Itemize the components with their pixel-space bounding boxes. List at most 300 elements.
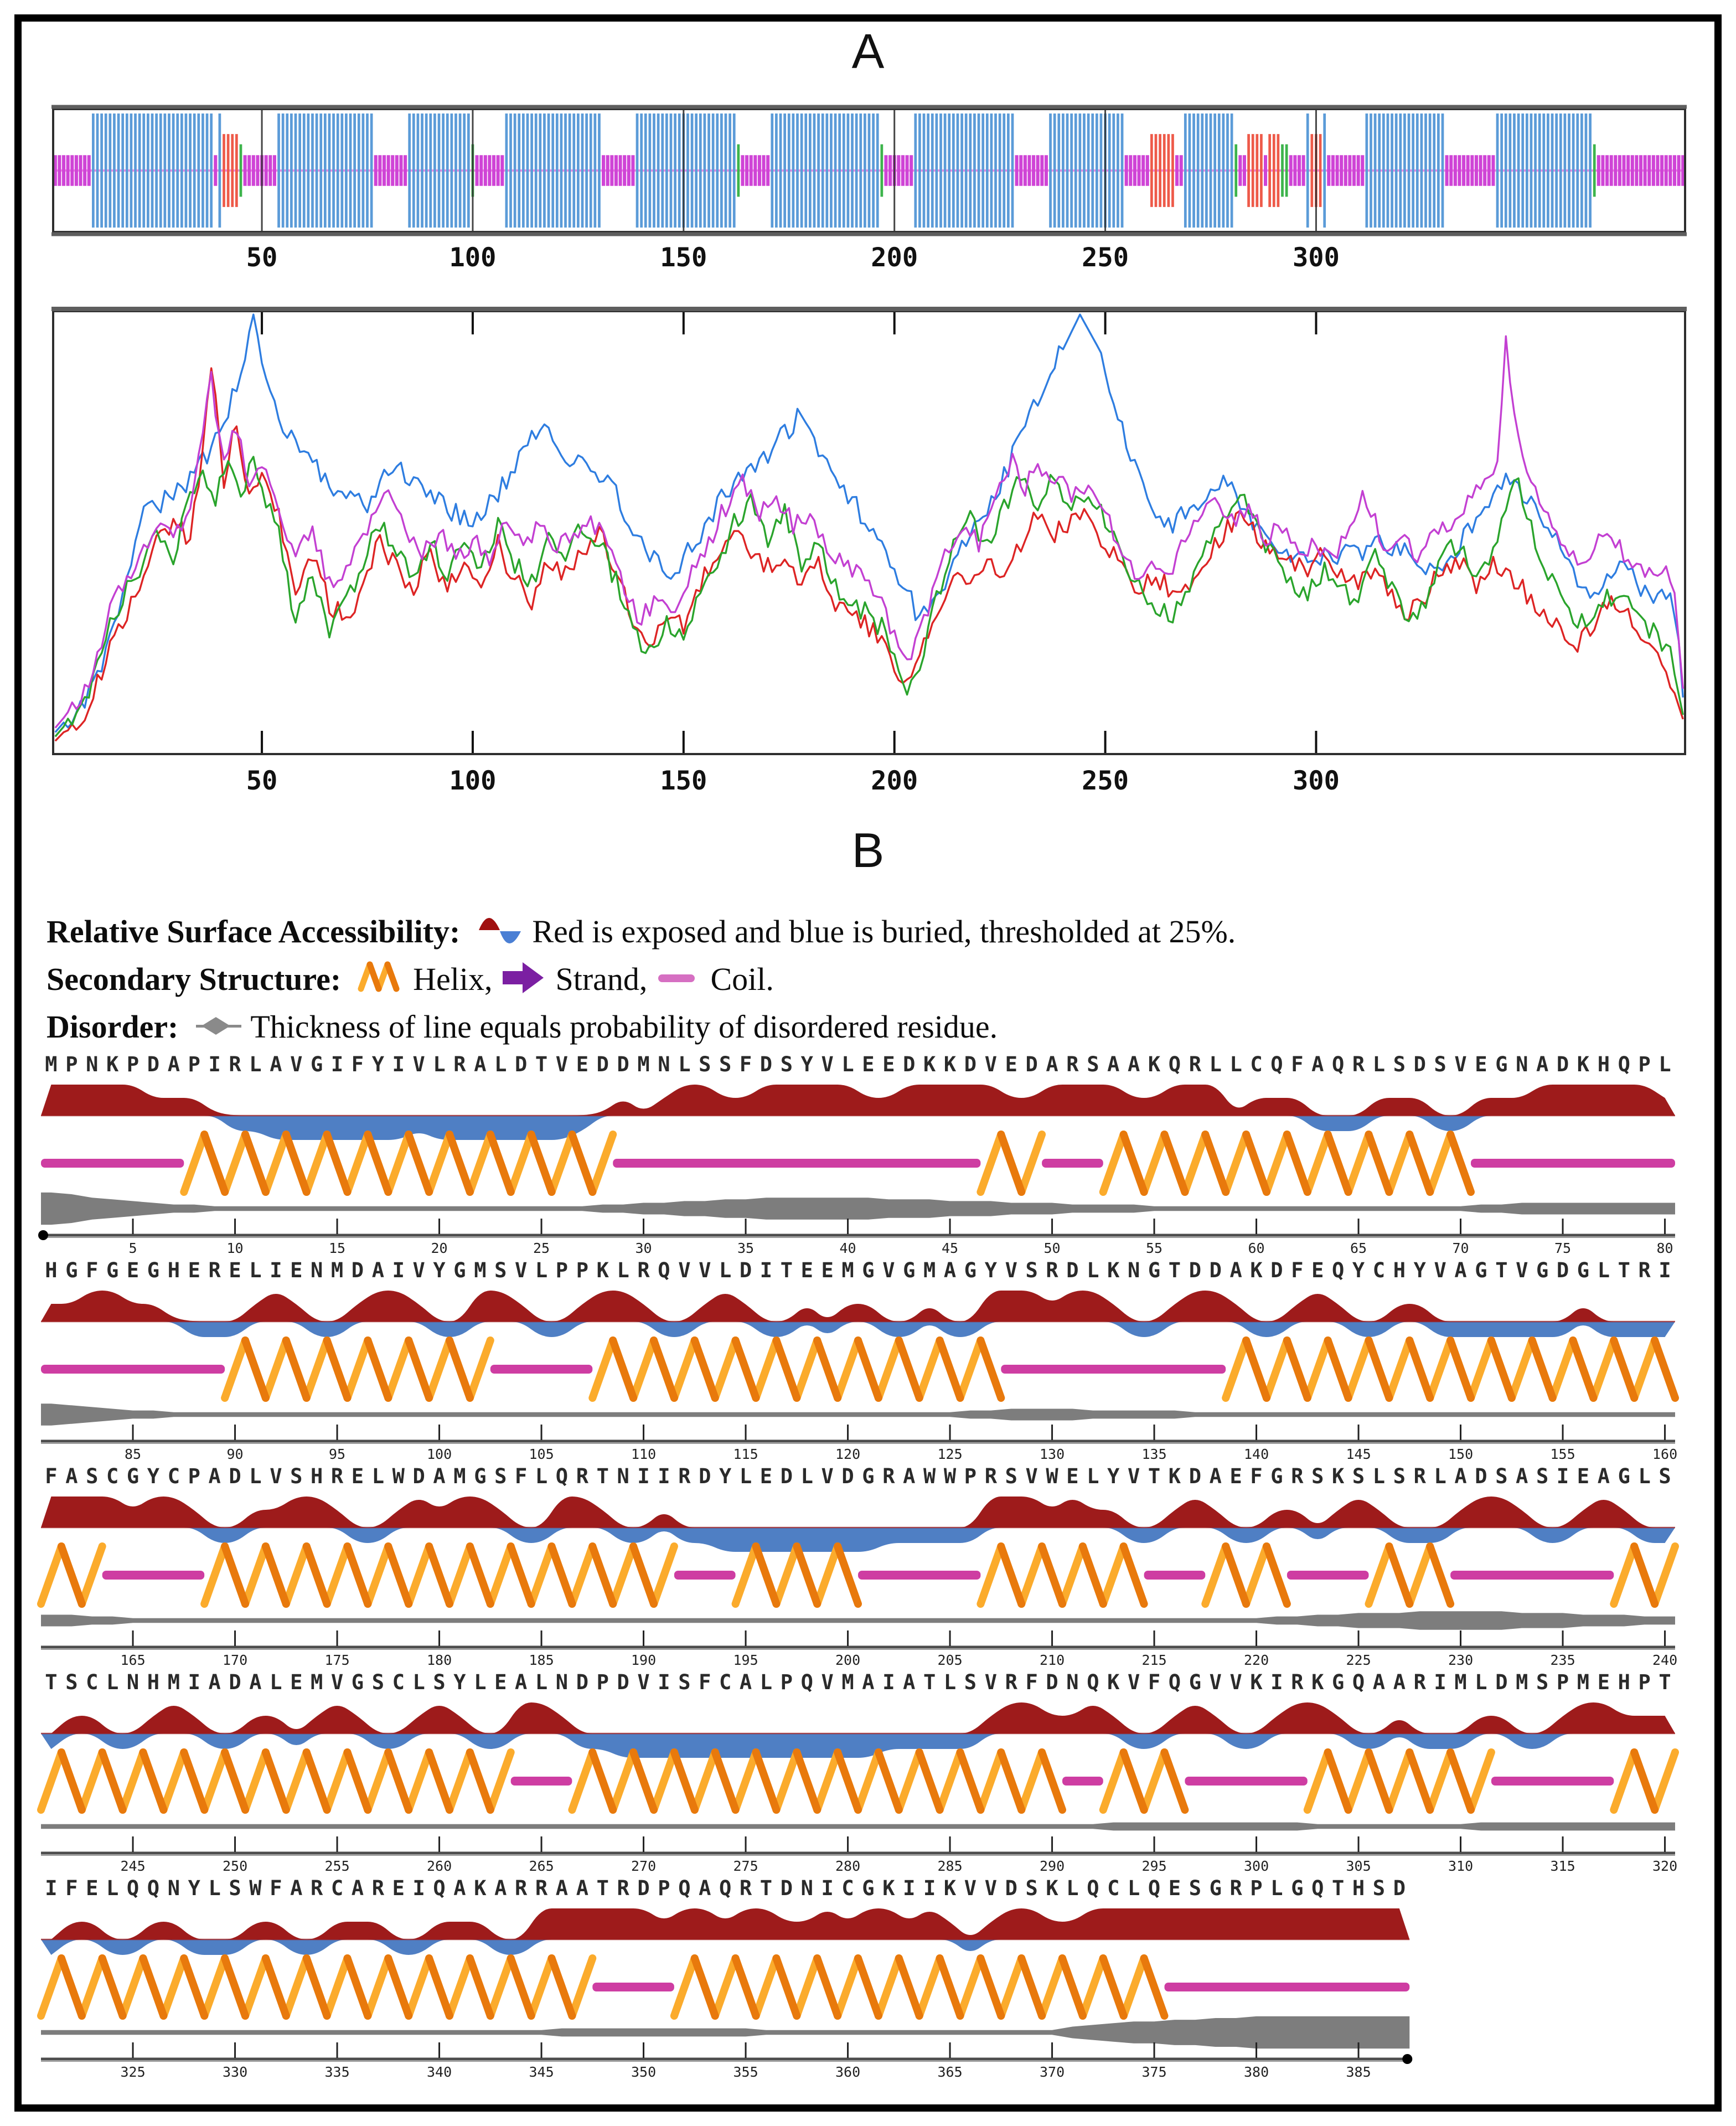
svg-text:M: M bbox=[841, 1258, 854, 1282]
svg-text:V: V bbox=[821, 1670, 834, 1694]
svg-text:R: R bbox=[882, 1464, 895, 1488]
svg-text:D: D bbox=[1270, 1258, 1283, 1282]
svg-text:C: C bbox=[1107, 1876, 1120, 1900]
svg-text:T: T bbox=[1168, 1258, 1181, 1282]
svg-text:L: L bbox=[1229, 1052, 1242, 1076]
svg-text:Y: Y bbox=[1413, 1258, 1426, 1282]
svg-text:G: G bbox=[474, 1464, 487, 1488]
svg-text:S: S bbox=[433, 1670, 446, 1694]
svg-text:P: P bbox=[1556, 1670, 1569, 1694]
svg-text:R: R bbox=[1413, 1464, 1426, 1488]
svg-text:H: H bbox=[311, 1464, 323, 1488]
disorder-line-icon bbox=[195, 1002, 242, 1050]
svg-text:L: L bbox=[617, 1258, 629, 1282]
svg-text:L: L bbox=[1209, 1052, 1222, 1076]
svg-text:L: L bbox=[1066, 1876, 1079, 1900]
svg-text:T: T bbox=[780, 1258, 793, 1282]
svg-text:P: P bbox=[1250, 1876, 1263, 1900]
svg-text:W: W bbox=[943, 1464, 957, 1488]
svg-text:V: V bbox=[964, 1876, 977, 1900]
svg-text:V: V bbox=[270, 1464, 282, 1488]
svg-text:L: L bbox=[433, 1052, 446, 1076]
svg-text:380: 380 bbox=[1243, 2064, 1269, 2078]
svg-text:A: A bbox=[555, 1876, 569, 1900]
svg-text:S: S bbox=[1536, 1670, 1549, 1694]
svg-text:D: D bbox=[964, 1052, 977, 1076]
svg-text:L: L bbox=[106, 1670, 119, 1694]
svg-text:I: I bbox=[637, 1464, 650, 1488]
svg-text:75: 75 bbox=[1554, 1240, 1572, 1254]
svg-text:G: G bbox=[1291, 1876, 1304, 1900]
svg-text:G: G bbox=[862, 1258, 875, 1282]
svg-text:L: L bbox=[249, 1052, 262, 1076]
svg-text:270: 270 bbox=[631, 1858, 657, 1872]
svg-text:Q: Q bbox=[1168, 1052, 1181, 1076]
svg-text:I: I bbox=[821, 1876, 834, 1900]
svg-text:R: R bbox=[1046, 1258, 1058, 1282]
svg-text:I: I bbox=[392, 1052, 405, 1076]
svg-text:A: A bbox=[351, 1876, 364, 1900]
svg-text:A: A bbox=[208, 1464, 221, 1488]
svg-text:E: E bbox=[1311, 1258, 1324, 1282]
svg-text:150: 150 bbox=[660, 242, 707, 273]
legend-disorder-line bbox=[46, 1002, 1685, 1050]
legend-disorder-heading: Disorder: bbox=[46, 1009, 179, 1045]
legend-ss-line bbox=[46, 954, 1685, 1002]
svg-text:A: A bbox=[1107, 1052, 1120, 1076]
svg-text:100: 100 bbox=[449, 242, 497, 273]
svg-text:300: 300 bbox=[1293, 242, 1340, 273]
svg-text:E: E bbox=[1168, 1876, 1181, 1900]
svg-text:E: E bbox=[290, 1670, 303, 1694]
svg-text:E: E bbox=[1066, 1464, 1079, 1488]
svg-text:G: G bbox=[106, 1258, 119, 1282]
svg-text:L: L bbox=[535, 1258, 548, 1282]
svg-text:V: V bbox=[699, 1258, 711, 1282]
svg-text:V: V bbox=[1005, 1258, 1017, 1282]
sequence-annotation-rows bbox=[33, 1048, 1699, 2078]
svg-text:D: D bbox=[1025, 1052, 1038, 1076]
svg-text:R: R bbox=[229, 1052, 241, 1076]
svg-text:225: 225 bbox=[1346, 1652, 1371, 1666]
svg-text:250: 250 bbox=[222, 1858, 248, 1872]
svg-text:315: 315 bbox=[1550, 1858, 1575, 1872]
svg-text:I: I bbox=[45, 1876, 58, 1900]
svg-text:125: 125 bbox=[937, 1446, 963, 1460]
svg-text:A: A bbox=[290, 1876, 303, 1900]
svg-text:E: E bbox=[1229, 1464, 1242, 1488]
svg-text:Y: Y bbox=[188, 1876, 200, 1900]
svg-text:Y: Y bbox=[433, 1258, 446, 1282]
helix-icon bbox=[358, 954, 405, 1002]
svg-text:D: D bbox=[412, 1464, 425, 1488]
svg-text:Y: Y bbox=[371, 1052, 384, 1076]
svg-text:E: E bbox=[392, 1876, 405, 1900]
svg-text:195: 195 bbox=[733, 1652, 758, 1666]
svg-text:230: 230 bbox=[1448, 1652, 1474, 1666]
svg-text:155: 155 bbox=[1550, 1446, 1575, 1460]
svg-text:R: R bbox=[739, 1876, 752, 1900]
svg-text:250: 250 bbox=[1082, 766, 1129, 796]
svg-text:K: K bbox=[596, 1258, 609, 1282]
svg-text:D: D bbox=[1209, 1258, 1222, 1282]
svg-text:R: R bbox=[330, 1464, 344, 1488]
svg-text:S: S bbox=[494, 1464, 507, 1488]
svg-text:T: T bbox=[596, 1876, 609, 1900]
svg-text:V: V bbox=[821, 1464, 834, 1488]
svg-text:50: 50 bbox=[246, 766, 278, 796]
svg-text:V: V bbox=[984, 1670, 997, 1694]
svg-text:255: 255 bbox=[324, 1858, 350, 1872]
svg-text:90: 90 bbox=[226, 1446, 244, 1460]
svg-text:305: 305 bbox=[1346, 1858, 1371, 1872]
svg-text:385: 385 bbox=[1346, 2064, 1371, 2078]
svg-text:L: L bbox=[535, 1670, 548, 1694]
svg-text:S: S bbox=[964, 1670, 977, 1694]
svg-text:S: S bbox=[1025, 1258, 1038, 1282]
svg-text:K: K bbox=[1168, 1464, 1181, 1488]
svg-text:G: G bbox=[862, 1464, 875, 1488]
svg-text:I: I bbox=[412, 1876, 425, 1900]
svg-text:R: R bbox=[1189, 1052, 1201, 1076]
svg-text:190: 190 bbox=[631, 1652, 657, 1666]
svg-text:F: F bbox=[1148, 1670, 1161, 1694]
svg-text:L: L bbox=[800, 1464, 813, 1488]
svg-text:F: F bbox=[86, 1258, 99, 1282]
svg-text:L: L bbox=[841, 1052, 854, 1076]
svg-text:T: T bbox=[1495, 1258, 1508, 1282]
probability-line-chart bbox=[49, 305, 1690, 811]
svg-text:K: K bbox=[1332, 1464, 1345, 1488]
svg-text:E: E bbox=[229, 1258, 241, 1282]
svg-text:F: F bbox=[65, 1876, 78, 1900]
svg-text:P: P bbox=[1638, 1670, 1651, 1694]
svg-text:M: M bbox=[923, 1258, 936, 1282]
svg-text:P: P bbox=[555, 1258, 569, 1282]
svg-text:205: 205 bbox=[937, 1652, 963, 1666]
svg-text:P: P bbox=[780, 1670, 793, 1694]
svg-text:N: N bbox=[617, 1464, 629, 1488]
svg-text:F: F bbox=[270, 1876, 282, 1900]
svg-text:T: T bbox=[760, 1876, 773, 1900]
svg-text:T: T bbox=[1658, 1670, 1671, 1694]
svg-text:Y: Y bbox=[453, 1670, 466, 1694]
svg-text:260: 260 bbox=[426, 1858, 452, 1872]
svg-text:E: E bbox=[494, 1670, 507, 1694]
svg-text:G: G bbox=[1577, 1258, 1590, 1282]
svg-text:R: R bbox=[515, 1876, 528, 1900]
svg-text:A: A bbox=[1128, 1052, 1140, 1076]
svg-text:L: L bbox=[1087, 1464, 1099, 1488]
svg-text:E: E bbox=[290, 1258, 303, 1282]
svg-text:R: R bbox=[453, 1052, 466, 1076]
svg-text:R: R bbox=[535, 1876, 548, 1900]
svg-text:P: P bbox=[126, 1052, 140, 1076]
svg-text:D: D bbox=[617, 1670, 629, 1694]
svg-text:S: S bbox=[1393, 1052, 1406, 1076]
svg-text:G: G bbox=[453, 1258, 466, 1282]
svg-text:G: G bbox=[1618, 1464, 1630, 1488]
svg-text:D: D bbox=[841, 1464, 854, 1488]
rsa-wave-icon bbox=[477, 907, 524, 954]
svg-text:N: N bbox=[167, 1876, 180, 1900]
svg-text:R: R bbox=[678, 1464, 691, 1488]
svg-text:I: I bbox=[1658, 1258, 1671, 1282]
svg-text:M: M bbox=[453, 1464, 466, 1488]
svg-text:R: R bbox=[576, 1464, 588, 1488]
svg-text:20: 20 bbox=[431, 1240, 448, 1254]
svg-text:R: R bbox=[984, 1464, 997, 1488]
svg-text:240: 240 bbox=[1652, 1652, 1678, 1666]
svg-text:170: 170 bbox=[222, 1652, 248, 1666]
svg-text:G: G bbox=[65, 1258, 78, 1282]
svg-text:50: 50 bbox=[246, 242, 278, 273]
svg-text:R: R bbox=[1413, 1670, 1426, 1694]
svg-text:R: R bbox=[1005, 1670, 1017, 1694]
svg-text:S: S bbox=[371, 1670, 384, 1694]
svg-text:H: H bbox=[1352, 1876, 1365, 1900]
svg-text:N: N bbox=[1516, 1052, 1528, 1076]
svg-text:175: 175 bbox=[324, 1652, 350, 1666]
svg-text:210: 210 bbox=[1039, 1652, 1065, 1666]
svg-text:R: R bbox=[1066, 1052, 1079, 1076]
svg-text:E: E bbox=[86, 1876, 99, 1900]
svg-text:150: 150 bbox=[1448, 1446, 1474, 1460]
svg-text:120: 120 bbox=[835, 1446, 861, 1460]
svg-text:M: M bbox=[330, 1258, 344, 1282]
svg-text:N: N bbox=[1128, 1258, 1140, 1282]
svg-text:A: A bbox=[1454, 1258, 1467, 1282]
svg-text:H: H bbox=[1393, 1258, 1406, 1282]
svg-text:D: D bbox=[229, 1464, 241, 1488]
svg-text:S: S bbox=[1311, 1464, 1324, 1488]
svg-text:Q: Q bbox=[147, 1876, 160, 1900]
svg-text:Q: Q bbox=[1168, 1670, 1181, 1694]
svg-text:85: 85 bbox=[124, 1446, 142, 1460]
svg-text:V: V bbox=[330, 1670, 344, 1694]
svg-text:T: T bbox=[535, 1052, 548, 1076]
svg-text:L: L bbox=[535, 1464, 548, 1488]
svg-text:M: M bbox=[1454, 1670, 1467, 1694]
svg-text:L: L bbox=[739, 1464, 752, 1488]
svg-text:15: 15 bbox=[328, 1240, 346, 1254]
svg-text:I: I bbox=[188, 1670, 200, 1694]
svg-text:215: 215 bbox=[1141, 1652, 1167, 1666]
svg-text:A: A bbox=[943, 1258, 957, 1282]
svg-text:40: 40 bbox=[839, 1240, 856, 1254]
svg-text:M: M bbox=[841, 1670, 854, 1694]
svg-text:335: 335 bbox=[324, 2064, 350, 2078]
svg-text:D: D bbox=[229, 1670, 241, 1694]
svg-text:L: L bbox=[249, 1464, 262, 1488]
legend-coil-label: Coil. bbox=[710, 961, 774, 997]
svg-text:E: E bbox=[760, 1464, 773, 1488]
svg-text:Y: Y bbox=[1107, 1464, 1120, 1488]
svg-text:R: R bbox=[1229, 1876, 1242, 1900]
svg-text:Q: Q bbox=[1148, 1876, 1161, 1900]
svg-text:A: A bbox=[1393, 1670, 1406, 1694]
sequence-row-1-80 bbox=[33, 1048, 1699, 1254]
svg-text:G: G bbox=[1209, 1876, 1222, 1900]
svg-text:E: E bbox=[1597, 1670, 1610, 1694]
svg-text:Q: Q bbox=[1087, 1876, 1099, 1900]
svg-text:140: 140 bbox=[1243, 1446, 1269, 1460]
legend-rsa-text: Red is exposed and blue is buried, thresholded at 25%. bbox=[532, 914, 1236, 950]
svg-text:5: 5 bbox=[128, 1240, 137, 1254]
svg-text:320: 320 bbox=[1652, 1858, 1678, 1872]
svg-text:I: I bbox=[392, 1258, 405, 1282]
svg-text:70: 70 bbox=[1452, 1240, 1469, 1254]
svg-text:Q: Q bbox=[658, 1258, 670, 1282]
svg-text:S: S bbox=[699, 1052, 711, 1076]
svg-text:E: E bbox=[800, 1258, 813, 1282]
svg-text:V: V bbox=[1128, 1670, 1140, 1694]
svg-text:A: A bbox=[576, 1876, 588, 1900]
svg-text:M: M bbox=[1516, 1670, 1528, 1694]
svg-text:G: G bbox=[1148, 1258, 1161, 1282]
svg-text:L: L bbox=[474, 1670, 487, 1694]
svg-text:C: C bbox=[719, 1670, 732, 1694]
svg-text:110: 110 bbox=[631, 1446, 657, 1460]
svg-text:R: R bbox=[1291, 1464, 1304, 1488]
svg-text:100: 100 bbox=[449, 766, 497, 796]
svg-text:Y: Y bbox=[984, 1258, 997, 1282]
svg-text:Q: Q bbox=[126, 1876, 140, 1900]
svg-text:N: N bbox=[126, 1670, 140, 1694]
svg-text:E: E bbox=[821, 1258, 834, 1282]
svg-text:V: V bbox=[1434, 1258, 1446, 1282]
svg-text:A: A bbox=[903, 1464, 916, 1488]
svg-text:H: H bbox=[167, 1258, 180, 1282]
svg-text:135: 135 bbox=[1141, 1446, 1167, 1460]
svg-text:165: 165 bbox=[120, 1652, 146, 1666]
svg-text:S: S bbox=[1189, 1876, 1201, 1900]
svg-text:S: S bbox=[494, 1258, 507, 1282]
svg-text:Q: Q bbox=[1270, 1052, 1283, 1076]
svg-text:V: V bbox=[678, 1258, 691, 1282]
svg-text:L: L bbox=[1658, 1052, 1671, 1076]
svg-text:L: L bbox=[678, 1052, 691, 1076]
svg-text:150: 150 bbox=[660, 766, 707, 796]
svg-text:E: E bbox=[1475, 1052, 1487, 1076]
svg-text:R: R bbox=[1638, 1258, 1651, 1282]
svg-text:A: A bbox=[494, 1876, 507, 1900]
svg-text:P: P bbox=[188, 1464, 200, 1488]
svg-text:L: L bbox=[1597, 1258, 1610, 1282]
svg-text:D: D bbox=[515, 1052, 528, 1076]
svg-text:295: 295 bbox=[1141, 1858, 1167, 1872]
svg-text:M: M bbox=[637, 1052, 650, 1076]
svg-text:D: D bbox=[739, 1258, 752, 1282]
legend-strand-label: Strand, bbox=[555, 961, 648, 997]
svg-text:S: S bbox=[1495, 1464, 1508, 1488]
svg-text:W: W bbox=[1046, 1464, 1058, 1488]
svg-text:A: A bbox=[1536, 1052, 1549, 1076]
svg-text:V: V bbox=[1025, 1464, 1038, 1488]
svg-text:375: 375 bbox=[1141, 2064, 1167, 2078]
svg-text:A: A bbox=[1597, 1464, 1610, 1488]
svg-text:L: L bbox=[1372, 1464, 1386, 1488]
svg-text:65: 65 bbox=[1350, 1240, 1367, 1254]
svg-text:G: G bbox=[862, 1876, 875, 1900]
svg-text:D: D bbox=[1495, 1670, 1508, 1694]
svg-text:N: N bbox=[658, 1052, 670, 1076]
svg-text:E: E bbox=[126, 1258, 140, 1282]
svg-text:R: R bbox=[371, 1876, 384, 1900]
svg-text:245: 245 bbox=[120, 1858, 146, 1872]
svg-text:A: A bbox=[1311, 1052, 1324, 1076]
svg-text:F: F bbox=[1291, 1258, 1304, 1282]
svg-text:D: D bbox=[1189, 1258, 1201, 1282]
svg-text:A: A bbox=[739, 1670, 752, 1694]
svg-text:Q: Q bbox=[1311, 1876, 1324, 1900]
svg-text:160: 160 bbox=[1652, 1446, 1678, 1460]
svg-text:D: D bbox=[351, 1258, 364, 1282]
svg-text:I: I bbox=[882, 1670, 895, 1694]
svg-text:T: T bbox=[596, 1464, 609, 1488]
svg-text:L: L bbox=[208, 1876, 221, 1900]
svg-text:P: P bbox=[188, 1052, 200, 1076]
svg-text:L: L bbox=[1270, 1876, 1283, 1900]
svg-text:L: L bbox=[494, 1052, 507, 1076]
svg-text:G: G bbox=[964, 1258, 977, 1282]
panel-b-label: B bbox=[851, 823, 885, 878]
svg-text:Q: Q bbox=[800, 1670, 813, 1694]
svg-text:H: H bbox=[1618, 1670, 1630, 1694]
svg-text:K: K bbox=[923, 1052, 936, 1076]
svg-text:C: C bbox=[86, 1670, 99, 1694]
svg-text:N: N bbox=[86, 1052, 99, 1076]
svg-text:S: S bbox=[678, 1670, 691, 1694]
svg-text:355: 355 bbox=[733, 2064, 758, 2078]
svg-text:55: 55 bbox=[1145, 1240, 1163, 1254]
svg-text:E: E bbox=[1577, 1464, 1590, 1488]
svg-text:A: A bbox=[1209, 1464, 1222, 1488]
svg-text:310: 310 bbox=[1448, 1858, 1474, 1872]
svg-text:W: W bbox=[392, 1464, 405, 1488]
svg-text:S: S bbox=[290, 1464, 303, 1488]
svg-text:D: D bbox=[1393, 1876, 1406, 1900]
svg-text:265: 265 bbox=[529, 1858, 554, 1872]
svg-text:S: S bbox=[1434, 1052, 1446, 1076]
svg-text:50: 50 bbox=[1043, 1240, 1061, 1254]
svg-text:A: A bbox=[371, 1258, 384, 1282]
svg-text:D: D bbox=[1475, 1464, 1487, 1488]
svg-text:345: 345 bbox=[529, 2064, 554, 2078]
svg-text:T: T bbox=[45, 1670, 58, 1694]
svg-text:G: G bbox=[1189, 1670, 1201, 1694]
svg-text:D: D bbox=[780, 1464, 793, 1488]
svg-text:95: 95 bbox=[328, 1446, 346, 1460]
svg-text:K: K bbox=[1148, 1052, 1161, 1076]
svg-text:A: A bbox=[903, 1670, 916, 1694]
svg-text:Y: Y bbox=[719, 1464, 732, 1488]
svg-text:E: E bbox=[188, 1258, 200, 1282]
svg-text:185: 185 bbox=[529, 1652, 554, 1666]
svg-text:L: L bbox=[106, 1876, 119, 1900]
legend-rsa-line bbox=[46, 907, 1685, 954]
svg-text:V: V bbox=[290, 1052, 303, 1076]
svg-text:S: S bbox=[1005, 1464, 1017, 1488]
svg-text:K: K bbox=[882, 1876, 895, 1900]
svg-text:V: V bbox=[1209, 1670, 1222, 1694]
svg-text:L: L bbox=[760, 1670, 773, 1694]
svg-text:P: P bbox=[596, 1670, 609, 1694]
svg-text:H: H bbox=[45, 1258, 58, 1282]
svg-text:F: F bbox=[1250, 1464, 1263, 1488]
svg-text:P: P bbox=[65, 1052, 78, 1076]
svg-text:V: V bbox=[984, 1876, 997, 1900]
